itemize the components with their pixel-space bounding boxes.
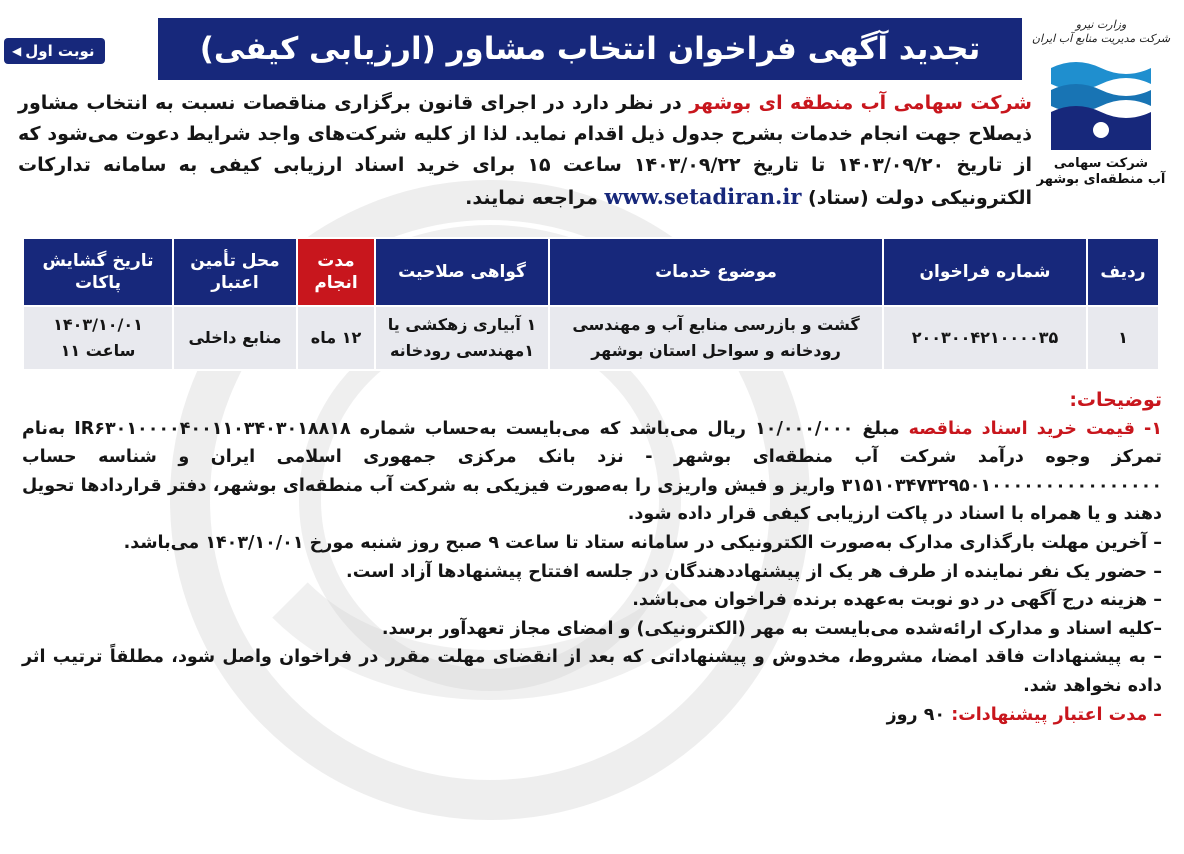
- intro-text-end: مراجعه نمایند.: [465, 187, 598, 209]
- company-name-line1: شرکت سهامی: [1053, 156, 1149, 171]
- cell-row-number: ۱: [1087, 306, 1159, 370]
- header-subject: موضوع خدمات: [549, 238, 883, 306]
- intro-text: در نظر دارد در اجرای قانون برگزاری مناقصات نسبت به انتخاب مشاور ذیصلاح جهت انجام خدمات بشرح جدول ذیل اقدام نماید. لذا از کلیه شرکت‌های واجد شرایط دعوت می‌شود که از تاریخ ۱۴۰۳/۰۹/۲۰ تا تاریخ ۱۴۰۳/۰۹/۲۲ ساعت ۱۵ برای خرید اسناد ارزیابی کیفی به سامانه تدارکات الکترونیکی دولت (ستاد): [18, 92, 1033, 209]
- holding-label: شرکت مدیریت منابع آب ایران: [1031, 32, 1171, 45]
- note-item-5: –کلیه اسناد و مدارک ارائه‌شده می‌بایست به مهر (الکترونیکی) و امضای مجاز تعهدآور برسد.: [381, 618, 1162, 639]
- validity-label: – مدت اعتبار پیشنهادات:: [951, 704, 1162, 725]
- header-opening-date: تاریخ گشایش پاکات: [23, 238, 173, 306]
- cell-subject-line1: گشت و بازرسی منابع آب و مهندسی: [572, 315, 860, 334]
- website-link[interactable]: www.setadiran.ir: [604, 184, 802, 209]
- header-qualification: گواهی صلاحیت: [375, 238, 549, 306]
- cell-qualification-line1: ۱ آبیاری زهکشی یا: [387, 315, 537, 334]
- header-funding-line1: محل تأمین: [190, 251, 280, 271]
- validity-line: [22, 701, 1162, 730]
- note-item-6: – به پیشنهادات فاقد امضا، مشروط، مخدوش و پیشنهاداتی که بعد از انقضای مهلت مقرر در فراخوان واصل شود، مطلقاً ترتیب اثر داده نخواهد شد.: [22, 647, 1162, 696]
- header-duration-line1: مدت: [317, 251, 355, 271]
- note-item-1: [22, 415, 1162, 529]
- round-badge: [4, 38, 105, 64]
- company-name-line2: آب منطقه‌ای بوشهر: [1036, 172, 1166, 187]
- water-waves-logo-icon: [1051, 50, 1151, 150]
- intro-paragraph: [18, 88, 1032, 214]
- note-item-1-text: مبلغ ۱۰/۰۰۰/۰۰۰ ریال می‌باشد که می‌بایست به‌حساب شماره IR۶۳۰۱۰۰۰۰۴۰۰۱۱۰۳۴۰۳۰۱۸۸۱۸ به‌نام تمرکز وجوه درآمد شرکت آب منطقه‌ای بوشهر - نزد بانک مرکزی جمهوری اسلامی ایران و شناسه حساب ۳۱۵۱۰۳۴۷۳۲۹۵۰۱۰۰۰۰۰۰۰۰۰۰۰۰۰۰۰۰ واریز و فیش واریزی را به‌صورت فیزیکی به شرکت آب منطقه‌ای بوشهر، دفتر قراردادها تحویل دهند و یا همراه با اسناد در پاکت ارزیابی کیفی قرار داده شود.: [22, 418, 1162, 525]
- notes-section: [22, 386, 1162, 729]
- tender-table: [22, 237, 1160, 371]
- table-header-row: [23, 238, 1159, 306]
- company-logo: [1026, 18, 1176, 218]
- header-funding: [173, 238, 297, 306]
- ministry-label: وزارت نیرو: [1075, 18, 1127, 31]
- cell-tender-number: ۲۰۰۳۰۰۴۲۱۰۰۰۰۳۵: [883, 306, 1087, 370]
- header-duration: [297, 238, 375, 306]
- cell-opening-date: ۱۴۰۳/۱۰/۰۱ ساعت ۱۱: [23, 306, 173, 370]
- note-item-1-lead: ۱- قیمت خرید اسناد مناقصه: [908, 418, 1162, 439]
- cell-qualification-line2: ۱مهندسی رودخانه: [389, 341, 535, 360]
- company-name: شرکت سهامی آب منطقه ای بوشهر: [689, 92, 1032, 114]
- cell-subject-line2: رودخانه و سواحل استان بوشهر: [591, 341, 841, 360]
- validity-value: ۹۰ روز: [886, 704, 946, 725]
- arrow-left-icon: ◀: [12, 44, 22, 58]
- title-banner: [158, 18, 1022, 80]
- page-title: تجدید آگهی فراخوان انتخاب مشاور (ارزیابی کیفی): [199, 31, 981, 67]
- header-row-number: ردیف: [1087, 238, 1159, 306]
- note-item-2: – آخرین مهلت بارگذاری مدارک به‌صورت الکترونیکی در سامانه ستاد تا ساعت ۹ صبح روز شنبه مورخ ۱۴۰۳/۱۰/۰۱ می‌باشد.: [123, 532, 1162, 553]
- cell-subject: [549, 306, 883, 370]
- badge-label: نوبت اول: [25, 42, 95, 60]
- header-tender-number: شماره فراخوان: [883, 238, 1087, 306]
- header-duration-line2: انجام: [314, 273, 358, 293]
- note-item-4: – هزینه درج آگهی در دو نوبت به‌عهده برنده فراخوان می‌باشد.: [632, 590, 1162, 611]
- cell-qualification: [375, 306, 549, 370]
- cell-duration: ۱۲ ماه: [297, 306, 375, 370]
- header-funding-line2: اعتبار: [211, 273, 259, 293]
- cell-funding: منابع داخلی: [173, 306, 297, 370]
- notes-title: توضیحات:: [1069, 389, 1162, 411]
- note-item-3: – حضور یک نفر نماینده از طرف هر یک از پیشنهاددهندگان در جلسه افتتاح پیشنهادها آزاد است.: [346, 561, 1162, 582]
- table-row: [23, 306, 1159, 370]
